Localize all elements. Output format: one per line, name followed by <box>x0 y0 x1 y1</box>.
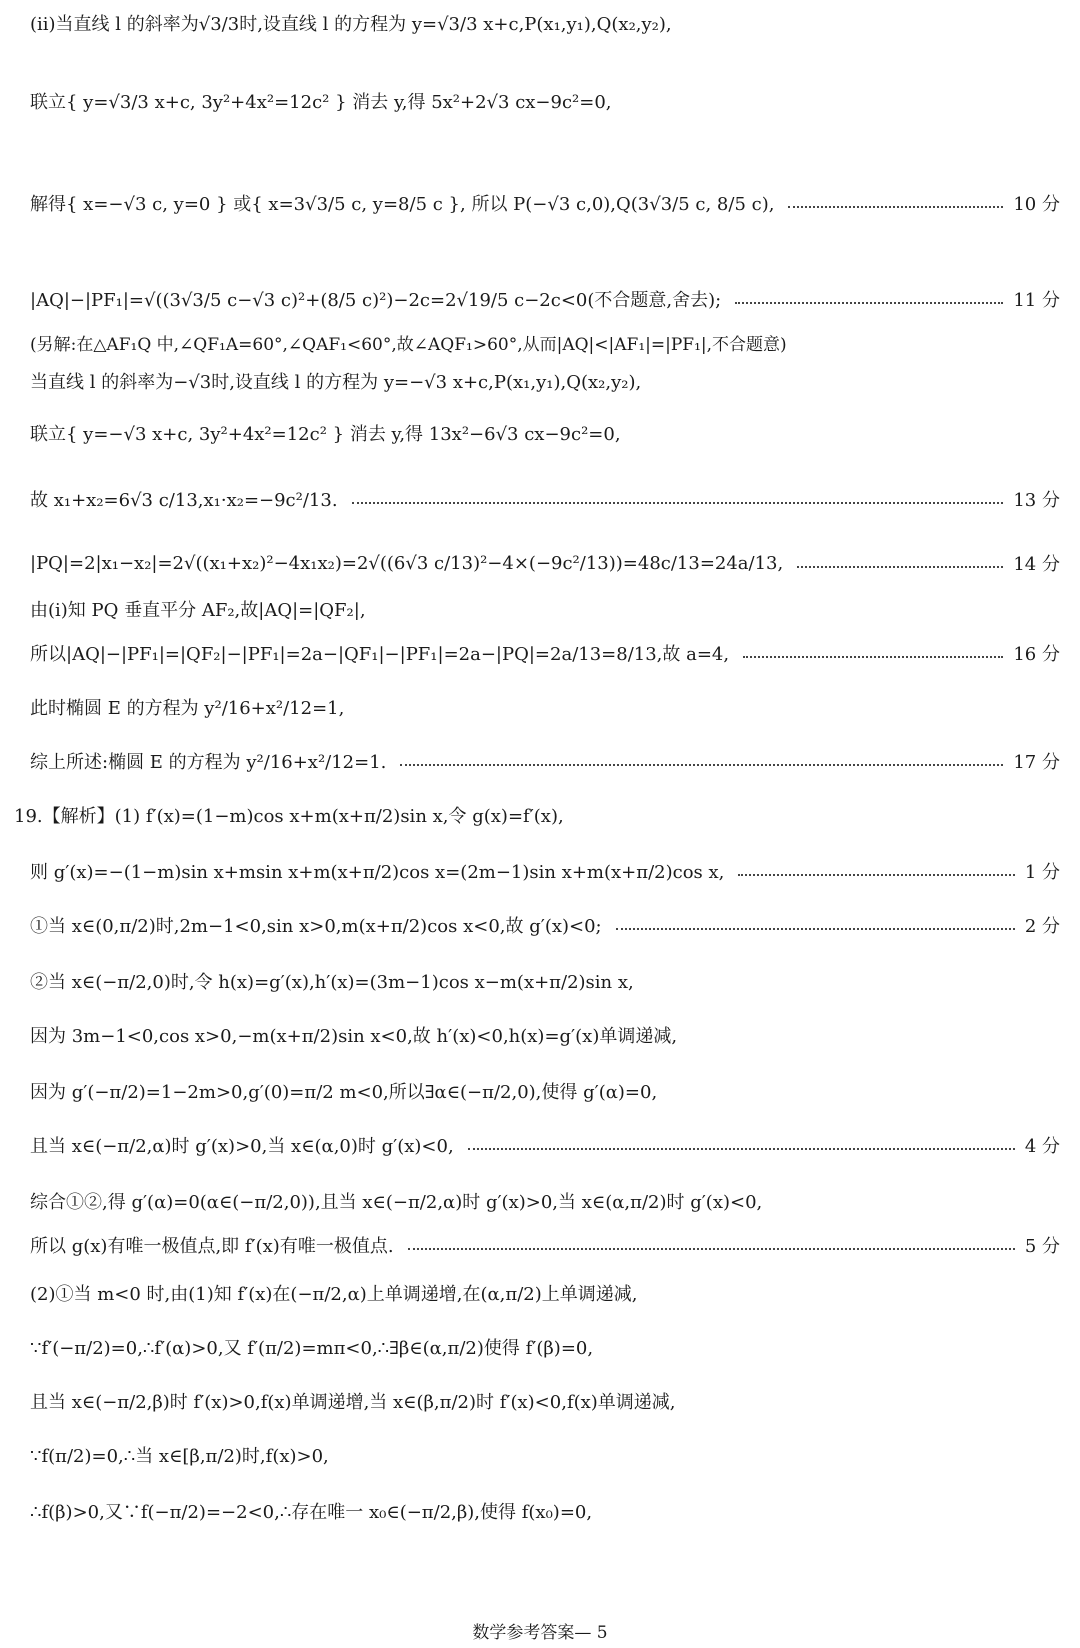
line-text: ∴f(β)>0,又∵f(−π/2)=−2<0,∴存在唯一 x₀∈(−π/2,β),使得 f(x₀)=0, <box>30 1502 593 1523</box>
solution-line-10 <box>30 596 1060 622</box>
score-label: 17 分 <box>1013 752 1060 773</box>
solution-line-27 <box>30 1498 1060 1524</box>
line-text: 且当 x∈(−π/2,β)时 f′(x)>0,f(x)单调递增,当 x∈(β,π/2)时 f′(x)<0,f(x)单调递减, <box>30 1392 676 1413</box>
score-label: 14 分 <box>1013 554 1060 575</box>
score-label: 5 分 <box>1024 1236 1060 1257</box>
leader-dots <box>408 1248 1015 1250</box>
line-text: 且当 x∈(−π/2,α)时 g′(x)>0,当 x∈(α,0)时 g′(x)<0, <box>30 1136 454 1157</box>
line-text: ②当 x∈(−π/2,0)时,令 h(x)=g′(x),h′(x)=(3m−1)cos x−m(x+π/2)sin x, <box>30 972 634 993</box>
line-text: |AQ|−|PF₁|=√((3√3/5 c−√3 c)²+(8/5 c)²)−2c=2√19/5 c−2c<0(不合题意,舍去); <box>30 290 722 311</box>
line-text: 综合①②,得 g′(α)=0(α∈(−π/2,0)),且当 x∈(−π/2,α)时 g′(x)>0,当 x∈(α,π/2)时 g′(x)<0, <box>30 1192 763 1213</box>
leader-dots <box>743 656 1003 658</box>
line-text: 此时椭圆 E 的方程为 y²/16+x²/12=1, <box>30 698 345 719</box>
line-text: 故 x₁+x₂=6√3 c/13,x₁·x₂=−9c²/13. <box>30 490 338 511</box>
leader-dots <box>352 502 1004 504</box>
line-text: 则 g′(x)=−(1−m)sin x+msin x+m(x+π/2)cos x=(2m−1)sin x+m(x+π/2)cos x, <box>30 862 725 883</box>
line-text: |PQ|=2|x₁−x₂|=2√((x₁+x₂)²−4x₁x₂)=2√((6√3 c/13)²−4×(−9c²/13))=48c/13=24a/13, <box>30 552 784 574</box>
solution-line-2 <box>30 88 1060 114</box>
line-text: 解得{ x=−√3 c, y=0 } 或{ x=3√3/5 c, y=8/5 c }, 所以 P(−√3 c,0),Q(3√3/5 c, 8/5 c), <box>30 194 775 215</box>
line-text: 联立{ y=−√3 x+c, 3y²+4x²=12c² } 消去 y,得 13x²−6√3 cx−9c²=0, <box>30 424 621 445</box>
line-text: 当直线 l 的斜率为−√3时,设直线 l 的方程为 y=−√3 x+c,P(x₁,y₁),Q(x₂,y₂), <box>30 372 642 393</box>
line-text: 综上所述:椭圆 E 的方程为 y²/16+x²/12=1. <box>30 752 387 773</box>
line-text: (另解:在△AF₁Q 中,∠QF₁A=60°,∠QAF₁<60°,故∠AQF₁>60°,从而|AQ|<|AF₁|=|PF₁|,不合题意) <box>30 335 787 355</box>
score-label: 11 分 <box>1013 290 1060 311</box>
solution-line-14 <box>14 802 1060 828</box>
score-label: 2 分 <box>1024 916 1060 937</box>
solution-line-8 <box>30 486 1060 512</box>
solution-line-20 <box>30 1132 1060 1158</box>
solution-line-16 <box>30 912 1060 938</box>
line-text: 所以 g(x)有唯一极值点,即 f′(x)有唯一极值点. <box>30 1236 394 1257</box>
solution-line-11 <box>30 640 1060 666</box>
score-label: 10 分 <box>1013 194 1060 215</box>
solution-line-24 <box>30 1334 1060 1360</box>
line-text: 所以|AQ|−|PF₁|=|QF₂|−|PF₁|=2a−|QF₁|−|PF₁|=2a−|PQ|=2a/13=8/13,故 a=4, <box>30 644 730 665</box>
line-text: 联立{ y=√3/3 x+c, 3y²+4x²=12c² } 消去 y,得 5x²+2√3 cx−9c²=0, <box>30 92 612 113</box>
solution-line-1 <box>30 10 1060 36</box>
leader-dots <box>738 874 1014 876</box>
solution-line-15 <box>30 858 1060 884</box>
line-text: ①当 x∈(0,π/2)时,2m−1<0,sin x>0,m(x+π/2)cos x<0,故 g′(x)<0; <box>30 916 602 937</box>
solution-line-5 <box>30 330 1060 355</box>
solution-line-19 <box>30 1078 1060 1104</box>
solution-line-7 <box>30 420 1060 446</box>
line-text: 因为 3m−1<0,cos x>0,−m(x+π/2)sin x<0,故 h′(x)<0,h(x)=g′(x)单调递减, <box>30 1026 678 1047</box>
score-label: 16 分 <box>1013 644 1060 665</box>
solution-line-9 <box>30 550 1060 576</box>
solution-line-6 <box>30 368 1060 394</box>
score-label: 13 分 <box>1013 490 1060 511</box>
solution-line-12 <box>30 694 1060 720</box>
solution-line-21 <box>30 1188 1060 1214</box>
score-label: 1 分 <box>1024 862 1060 883</box>
score-label: 4 分 <box>1024 1136 1060 1157</box>
solution-line-25 <box>30 1388 1060 1414</box>
page-footer: 数学参考答案— 5 <box>472 1623 608 1643</box>
solution-line-18 <box>30 1022 1060 1048</box>
solution-line-26 <box>30 1442 1060 1468</box>
leader-dots <box>797 566 1003 568</box>
solution-line-3 <box>30 190 1060 216</box>
solution-line-4 <box>30 286 1060 312</box>
leader-dots <box>788 206 1003 208</box>
solution-line-13 <box>30 748 1060 774</box>
solution-line-17 <box>30 968 1060 994</box>
leader-dots <box>468 1148 1015 1150</box>
leader-dots <box>735 302 1003 304</box>
solution-line-22 <box>30 1232 1060 1258</box>
line-text: 19.【解析】(1) f′(x)=(1−m)cos x+m(x+π/2)sin x,令 g(x)=f′(x), <box>14 806 564 827</box>
leader-dots <box>400 764 1003 766</box>
line-text: ∵f(π/2)=0,∴当 x∈[β,π/2)时,f(x)>0, <box>30 1446 329 1467</box>
leader-dots <box>616 928 1015 930</box>
line-text: 因为 g′(−π/2)=1−2m>0,g′(0)=π/2 m<0,所以∃α∈(−π/2,0),使得 g′(α)=0, <box>30 1082 658 1103</box>
line-text: (ⅱ)当直线 l 的斜率为√3/3时,设直线 l 的方程为 y=√3/3 x+c,P(x₁,y₁),Q(x₂,y₂), <box>30 14 672 35</box>
line-text: 由(ⅰ)知 PQ 垂直平分 AF₂,故|AQ|=|QF₂|, <box>30 600 366 621</box>
solution-line-23 <box>30 1280 1060 1306</box>
line-text: (2)①当 m<0 时,由(1)知 f′(x)在(−π/2,α)上单调递增,在(α,π/2)上单调递减, <box>30 1284 638 1305</box>
line-text: ∵f′(−π/2)=0,∴f′(α)>0,又 f′(π/2)=mπ<0,∴∃β∈(α,π/2)使得 f′(β)=0, <box>30 1338 594 1359</box>
